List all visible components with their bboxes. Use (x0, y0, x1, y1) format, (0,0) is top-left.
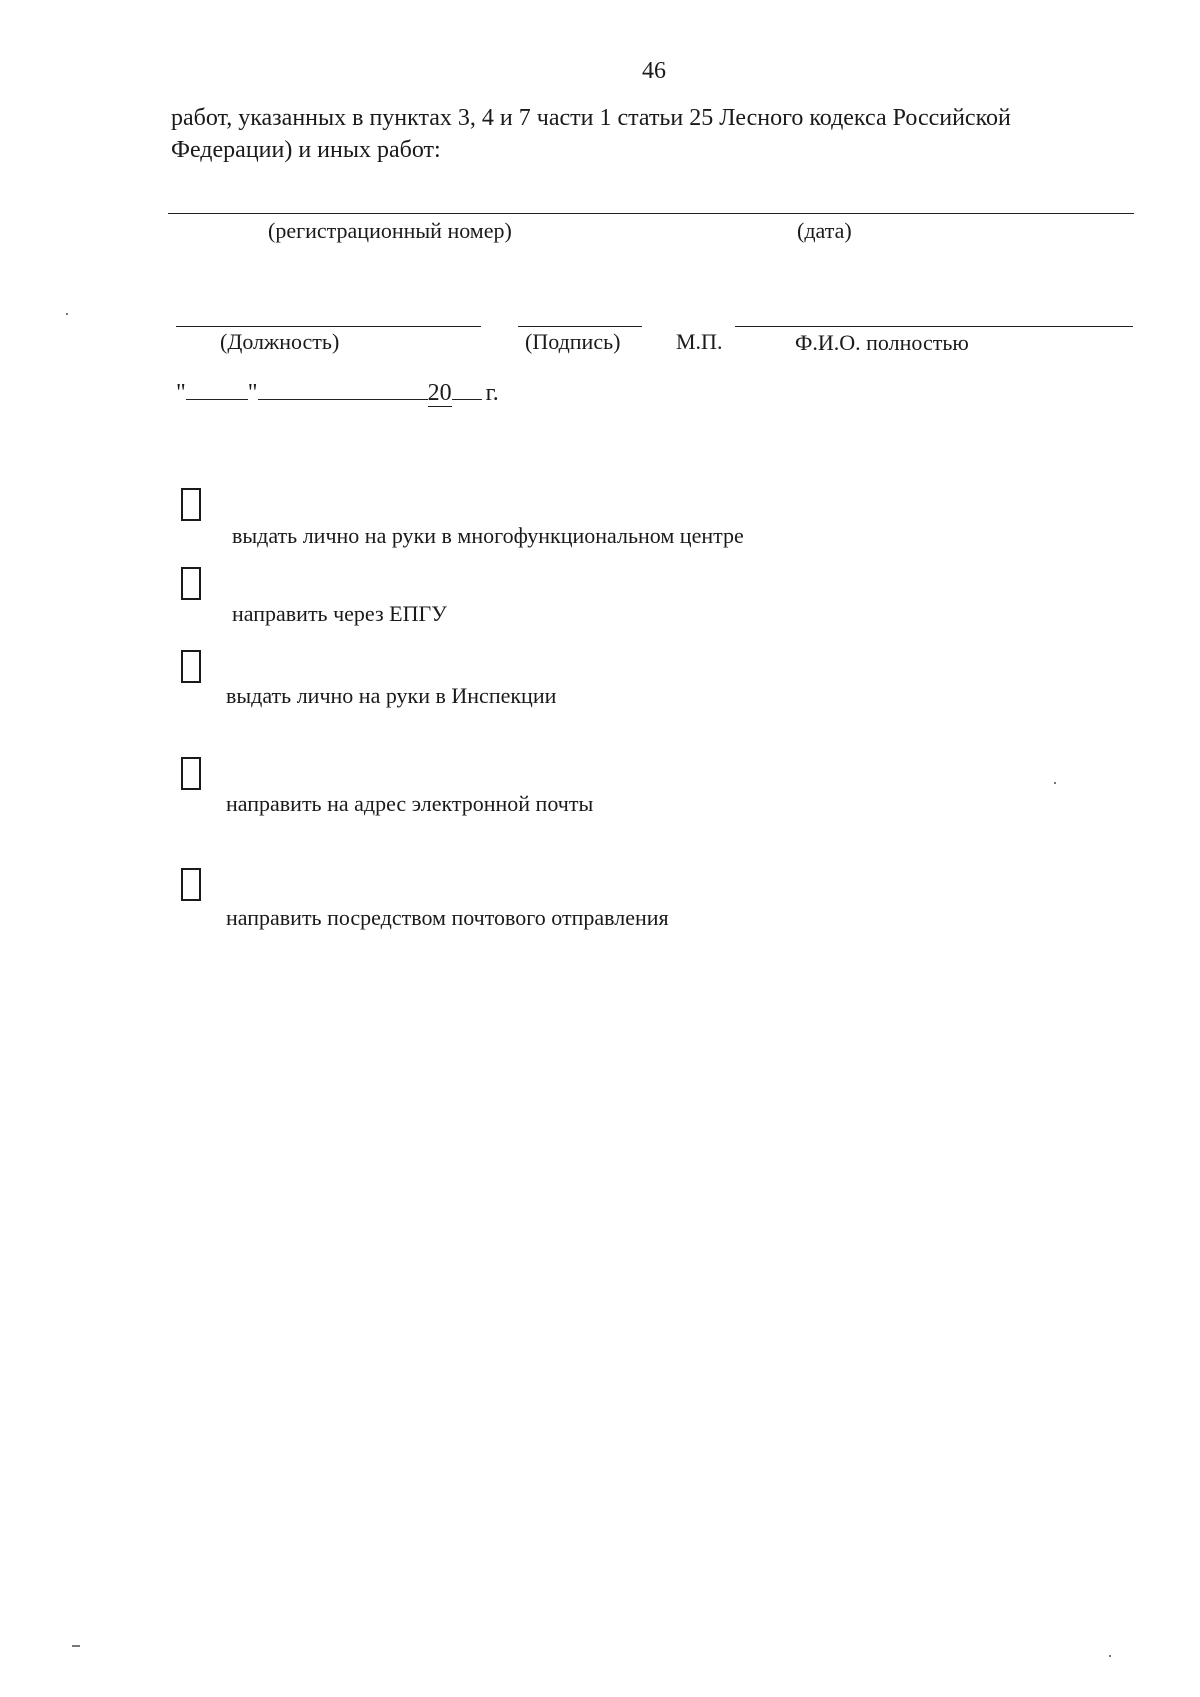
intro-paragraph: работ, указанных в пунктах 3, 4 и 7 части 1 статьи 25 Лесного кодекса Российской Федерации) и иных работ: (171, 105, 1011, 163)
scan-speck (1054, 782, 1056, 784)
year-prefix: 20 (427, 380, 452, 406)
year-blank[interactable] (452, 377, 482, 400)
option-label-email: направить на адрес электронной почты (226, 791, 594, 816)
scan-speck (66, 313, 68, 315)
signature-caption: (Подпись) (525, 329, 621, 354)
registration-line (168, 213, 1134, 214)
option-label-epgu: направить через ЕПГУ (232, 601, 447, 626)
date-fill-line (176, 377, 499, 407)
option-checkbox-email[interactable] (181, 757, 201, 790)
stamp-caption: М.П. (676, 329, 723, 354)
page-number: 46 (642, 58, 666, 84)
option-label-post: направить посредством почтового отправления (226, 905, 669, 930)
option-checkbox-inspection[interactable] (181, 650, 201, 683)
position-caption: (Должность) (220, 329, 340, 354)
date-open-quote: " (176, 380, 186, 406)
option-label-inspection: выдать лично на руки в Инспекции (226, 683, 557, 708)
option-checkbox-mfc[interactable] (181, 488, 201, 521)
signature-line (518, 326, 642, 327)
month-blank[interactable] (258, 377, 428, 400)
full-name-line (735, 326, 1133, 327)
option-checkbox-epgu[interactable] (181, 567, 201, 600)
full-name-caption: Ф.И.О. полностью (795, 330, 969, 355)
date-caption: (дата) (797, 218, 852, 243)
year-suffix: г. (485, 380, 499, 406)
position-line (176, 326, 481, 327)
registration-number-caption: (регистрационный номер) (268, 218, 512, 243)
day-blank[interactable] (186, 377, 248, 400)
option-checkbox-post[interactable] (181, 868, 201, 901)
scan-speck (72, 1645, 80, 1647)
option-label-mfc: выдать лично на руки в многофункциональном центре (232, 523, 744, 548)
date-close-quote: " (247, 380, 258, 406)
scan-speck (1109, 1655, 1111, 1657)
